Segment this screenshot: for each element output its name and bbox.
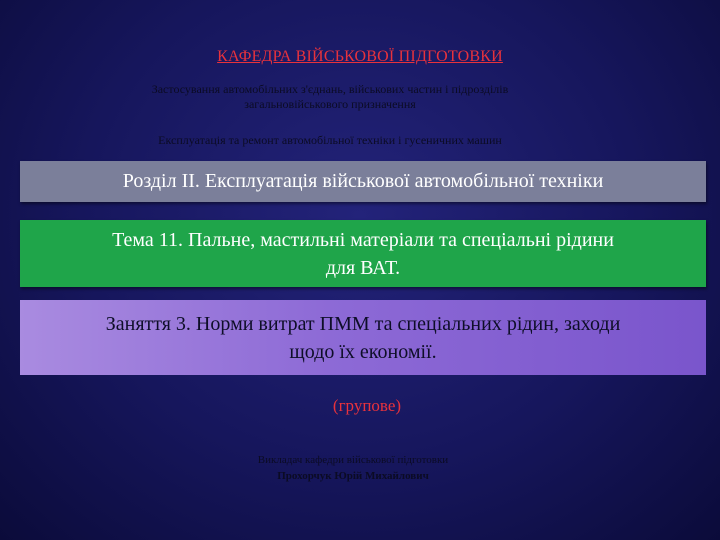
section-title: Розділ ІІ. Експлуатація військової автомобільної техніки [122,170,604,192]
topic-band [20,220,706,287]
lesson-type: (групове) [332,396,402,415]
teacher-block [0,452,706,484]
topic-line2: для ВАТ. [325,256,401,279]
specialty-subtitle-line2: загальновійськового призначення [244,97,416,111]
lesson-band [20,300,706,375]
topic-text [112,226,614,282]
specialty-subtitle-line1: Застосування автомобільних з'єднань, військових частин і підрозділів [151,82,509,96]
topic-line1: Тема 11. Пальне, мастильні матеріали та спеціальні рідини [112,228,614,251]
discipline-subtitle: Експлуатація та ремонт автомобільної техніки і гусеничних машин [158,133,502,147]
section-band [20,161,706,202]
lesson-line2: щодо їх економії. [289,340,437,363]
specialty-subtitle [0,82,660,112]
teacher-label: Викладач кафедри військової підготовки [257,454,449,466]
teacher-name: Прохорчук Юрій Михайлович [277,470,429,482]
department-title: КАФЕДРА ВІЙСЬКОВОЇ ПІДГОТОВКИ [217,48,503,65]
lesson-line1: Заняття 3. Норми витрат ПММ та спеціальних рідин, заходи [105,312,621,335]
lesson-text [106,310,621,366]
